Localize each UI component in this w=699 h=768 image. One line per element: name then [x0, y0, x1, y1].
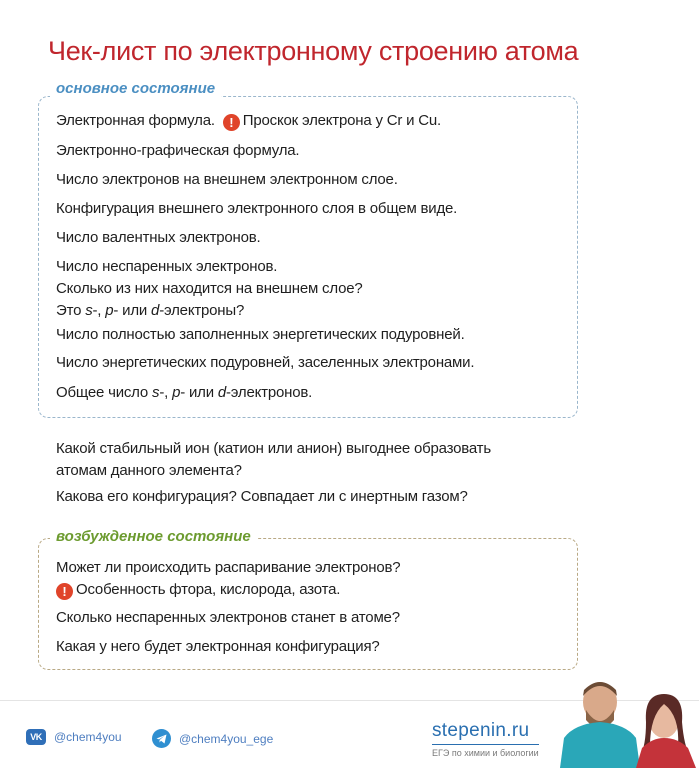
question-unpaired-count: Сколько неспаренных электронов станет в атоме? [56, 609, 400, 626]
vk-icon: VK [26, 729, 46, 745]
question-excited-config: Какая у него будет электронная конфигурация? [56, 638, 380, 655]
telegram-icon [152, 729, 171, 748]
brand-subtitle: ЕГЭ по химии и биологии [432, 748, 539, 758]
checklist-item: Число полностью заполненных энергетических подуровней. [56, 326, 465, 343]
checklist-item: Электронная формула. ! Проскок электрона у Cr и Cu. [56, 112, 441, 130]
brand-link[interactable] [432, 720, 539, 758]
ground-state-label: основное состояние [50, 80, 221, 97]
brand-name: stepenin.ru [432, 720, 539, 745]
question-ion: Какой стабильный ион (катион или анион) выгоднее образовать атомам данного элемента? [56, 440, 491, 479]
authors-photo [560, 676, 699, 768]
checklist-item: Электронно-графическая формула. [56, 142, 300, 159]
checklist-item: Число электронов на внешнем электронном слое. [56, 171, 398, 188]
warning-icon: ! [56, 583, 73, 600]
page-title: Чек-лист по электронному строению атома [48, 36, 579, 66]
checklist-item: Общее число s-, p- или d-электронов. [56, 384, 313, 401]
checklist-item: Число валентных электронов. [56, 229, 261, 246]
warning-icon: ! [223, 114, 240, 131]
question-configuration: Какова его конфигурация? Совпадает ли с инертным газом? [56, 488, 468, 505]
question-unpairing: Может ли происходить распаривание электронов? ! Особенность фтора, кислорода, азота. [56, 559, 401, 599]
checklist-item: Конфигурация внешнего электронного слоя в общем виде. [56, 200, 458, 217]
checklist-item: Число неспаренных электронов. Сколько из них находится на внешнем слое? Это s-, p- или d-электроны? [56, 258, 363, 319]
checklist-item: Число энергетических подуровней, заселенных электронами. [56, 354, 475, 371]
telegram-link[interactable]: @chem4you_ege [152, 729, 273, 748]
excited-state-label: возбужденное состояние [50, 528, 257, 545]
vk-link[interactable]: VK @chem4you [26, 729, 122, 745]
